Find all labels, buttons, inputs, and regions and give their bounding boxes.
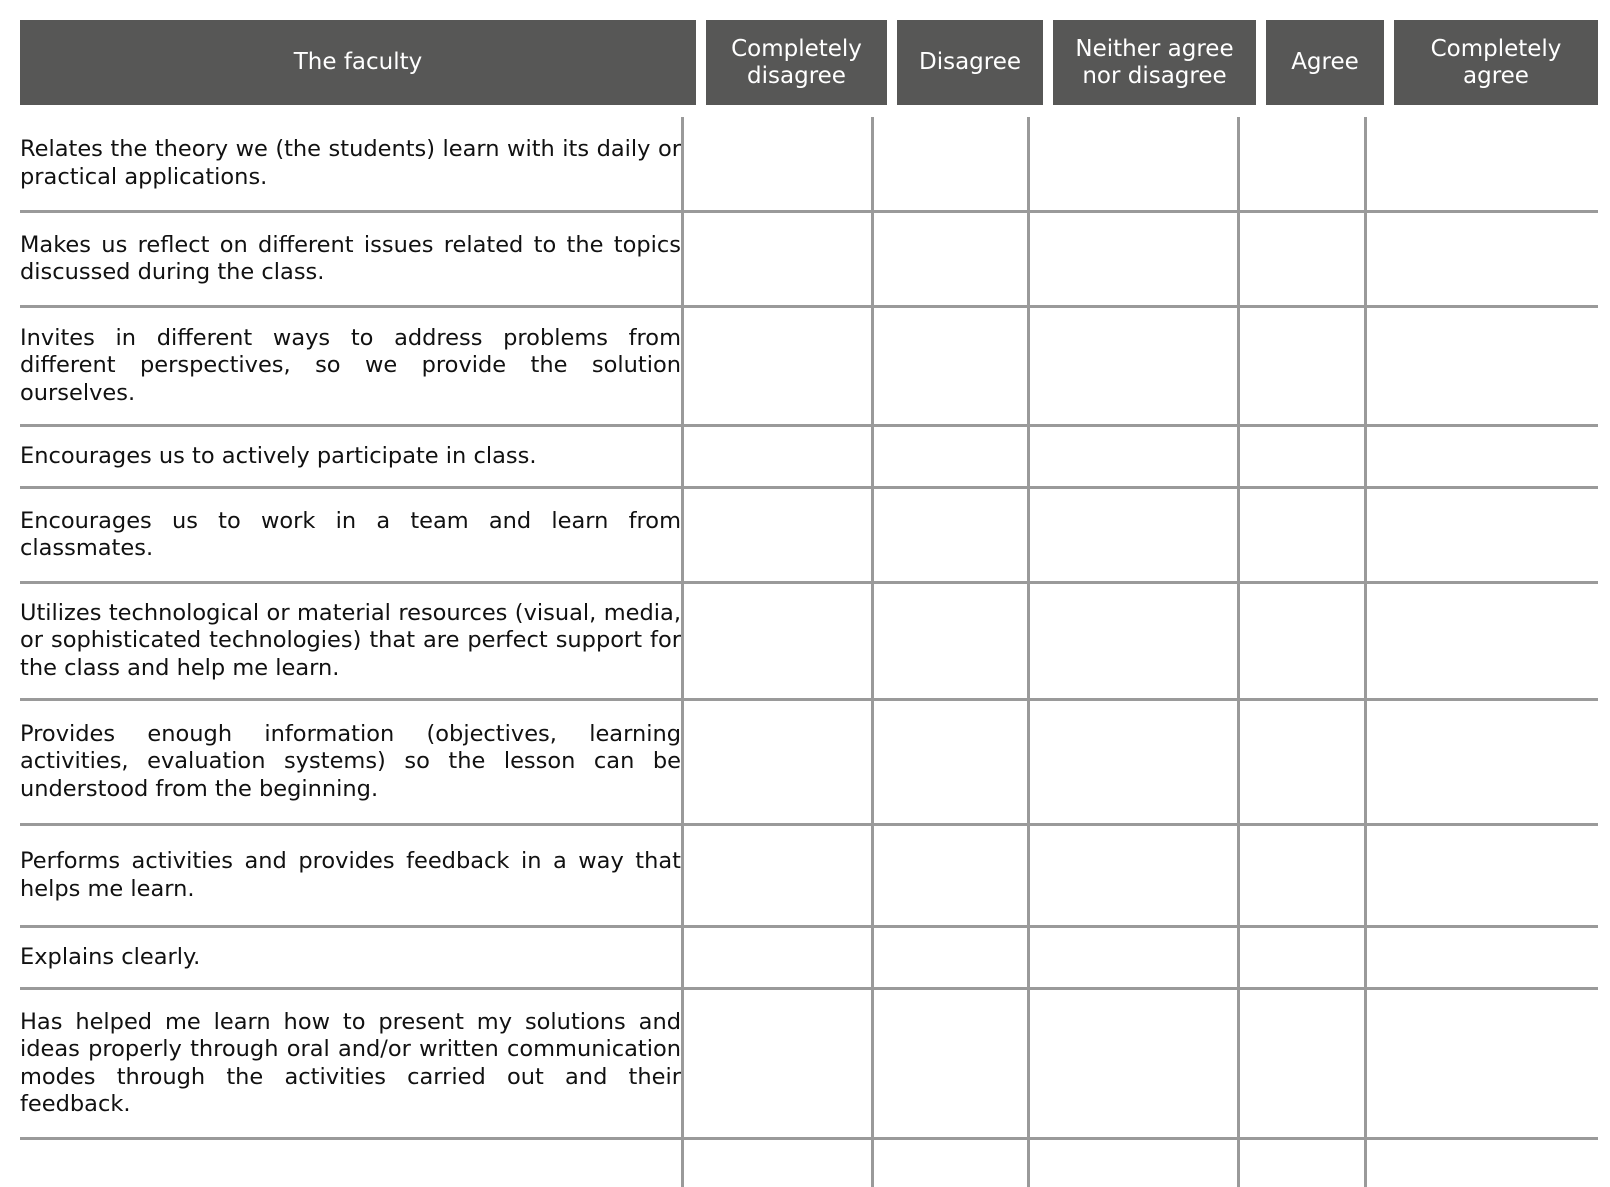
rating-cell-agree[interactable] — [1240, 489, 1364, 581]
rating-cell-completely-agree[interactable] — [1367, 308, 1598, 424]
rating-cell-agree[interactable] — [1240, 427, 1364, 486]
table-row — [20, 701, 1598, 826]
rating-cell-completely-disagree[interactable] — [684, 826, 871, 925]
statement-text: Explains clearly. — [20, 943, 201, 970]
survey-table — [20, 20, 1598, 1117]
rating-cell-completely-disagree[interactable] — [684, 117, 871, 210]
rating-cell-agree[interactable] — [1240, 584, 1364, 698]
header-completely-agree: Completely agree — [1394, 20, 1598, 105]
rating-cell-agree[interactable] — [1240, 213, 1364, 305]
rating-cell-completely-agree[interactable] — [1367, 213, 1598, 305]
rating-cell-neither[interactable] — [1030, 701, 1237, 823]
rating-cell-disagree[interactable] — [874, 489, 1027, 581]
rating-cell-completely-agree[interactable] — [1367, 584, 1598, 698]
rating-cell-disagree[interactable] — [874, 826, 1027, 925]
rating-cell-disagree[interactable] — [874, 701, 1027, 823]
table-row — [20, 584, 1598, 701]
statement-text: Relates the theory we (the students) learn with its daily or practical applications. — [20, 136, 681, 190]
header-neither: Neither agree nor disagree — [1053, 20, 1256, 105]
statement-text: Performs activities and provides feedback in a way that helps me learn. — [20, 848, 681, 902]
statement-cell — [20, 117, 681, 210]
table-row — [20, 990, 1598, 1140]
rating-cell-agree[interactable] — [1240, 308, 1364, 424]
rating-cell-agree[interactable] — [1240, 826, 1364, 925]
table-row — [20, 489, 1598, 584]
rating-cell-completely-agree[interactable] — [1367, 826, 1598, 925]
statement-text: Encourages us to actively participate in class. — [20, 442, 537, 469]
rating-cell-disagree[interactable] — [874, 213, 1027, 305]
statement-cell — [20, 928, 681, 987]
rating-cell-neither[interactable] — [1030, 489, 1237, 581]
rating-cell-disagree[interactable] — [874, 308, 1027, 424]
rating-cell-neither[interactable] — [1030, 213, 1237, 305]
rating-cell-completely-disagree[interactable] — [684, 489, 871, 581]
rating-cell-completely-agree[interactable] — [1367, 928, 1598, 987]
statement-text: Makes us reflect on different issues related to the topics discussed during the class. — [20, 231, 681, 285]
rating-cell-neither[interactable] — [1030, 990, 1237, 1137]
statement-cell — [20, 584, 681, 698]
rating-cell-agree[interactable] — [1240, 928, 1364, 987]
rating-cell-completely-disagree[interactable] — [684, 308, 871, 424]
header-disagree: Disagree — [897, 20, 1043, 105]
rating-cell-disagree[interactable] — [874, 427, 1027, 486]
rating-cell-neither[interactable] — [1030, 308, 1237, 424]
table-row — [20, 826, 1598, 928]
statement-text: Encourages us to work in a team and learn from classmates. — [20, 507, 681, 561]
table-body — [20, 117, 1598, 1187]
rating-cell-neither[interactable] — [1030, 826, 1237, 925]
rating-cell-disagree[interactable] — [874, 990, 1027, 1137]
statement-cell — [20, 990, 681, 1137]
statement-text: Invites in different ways to address problems from different perspectives, so we provide the solution ourselves. — [20, 324, 681, 406]
statement-cell — [20, 826, 681, 925]
header-row — [20, 20, 1598, 105]
rating-cell-completely-agree[interactable] — [1367, 117, 1598, 210]
rating-cell-neither[interactable] — [1030, 928, 1237, 987]
rating-cell-completely-disagree[interactable] — [684, 990, 871, 1137]
rating-cell-agree[interactable] — [1240, 117, 1364, 210]
statement-cell — [20, 427, 681, 486]
header-agree: Agree — [1266, 20, 1384, 105]
statement-text: Has helped me learn how to present my solutions and ideas properly through oral and/or written communication modes through the activities carried out and their feedback. — [20, 1008, 681, 1117]
rating-cell-completely-agree[interactable] — [1367, 701, 1598, 823]
rating-cell-neither[interactable] — [1030, 584, 1237, 698]
rating-cell-completely-agree[interactable] — [1367, 427, 1598, 486]
rating-cell-completely-agree[interactable] — [1367, 990, 1598, 1137]
statement-text: Utilizes technological or material resources (visual, media, or sophisticated technologies) that are perfect support for the class and help me learn. — [20, 599, 681, 681]
rating-cell-completely-disagree[interactable] — [684, 213, 871, 305]
statement-text: Provides enough information (objectives, learning activities, evaluation systems) so the lesson can be understood from the beginning. — [20, 720, 681, 802]
table-row — [20, 117, 1598, 213]
header-completely-disagree: Completely disagree — [706, 20, 887, 105]
rating-cell-completely-disagree[interactable] — [684, 427, 871, 486]
rating-cell-disagree[interactable] — [874, 928, 1027, 987]
rating-cell-completely-agree[interactable] — [1367, 489, 1598, 581]
rating-cell-completely-disagree[interactable] — [684, 584, 871, 698]
rating-cell-neither[interactable] — [1030, 427, 1237, 486]
rating-cell-neither[interactable] — [1030, 117, 1237, 210]
statement-cell — [20, 701, 681, 823]
statement-cell — [20, 213, 681, 305]
table-row — [20, 928, 1598, 990]
header-faculty: The faculty — [20, 20, 696, 105]
statement-cell — [20, 489, 681, 581]
rating-cell-completely-disagree[interactable] — [684, 701, 871, 823]
rating-cell-completely-disagree[interactable] — [684, 928, 871, 987]
rating-cell-agree[interactable] — [1240, 701, 1364, 823]
statement-cell — [20, 308, 681, 424]
table-row — [20, 213, 1598, 308]
rating-cell-disagree[interactable] — [874, 117, 1027, 210]
table-row — [20, 308, 1598, 427]
rating-cell-disagree[interactable] — [874, 584, 1027, 698]
table-row — [20, 427, 1598, 489]
rating-cell-agree[interactable] — [1240, 990, 1364, 1137]
